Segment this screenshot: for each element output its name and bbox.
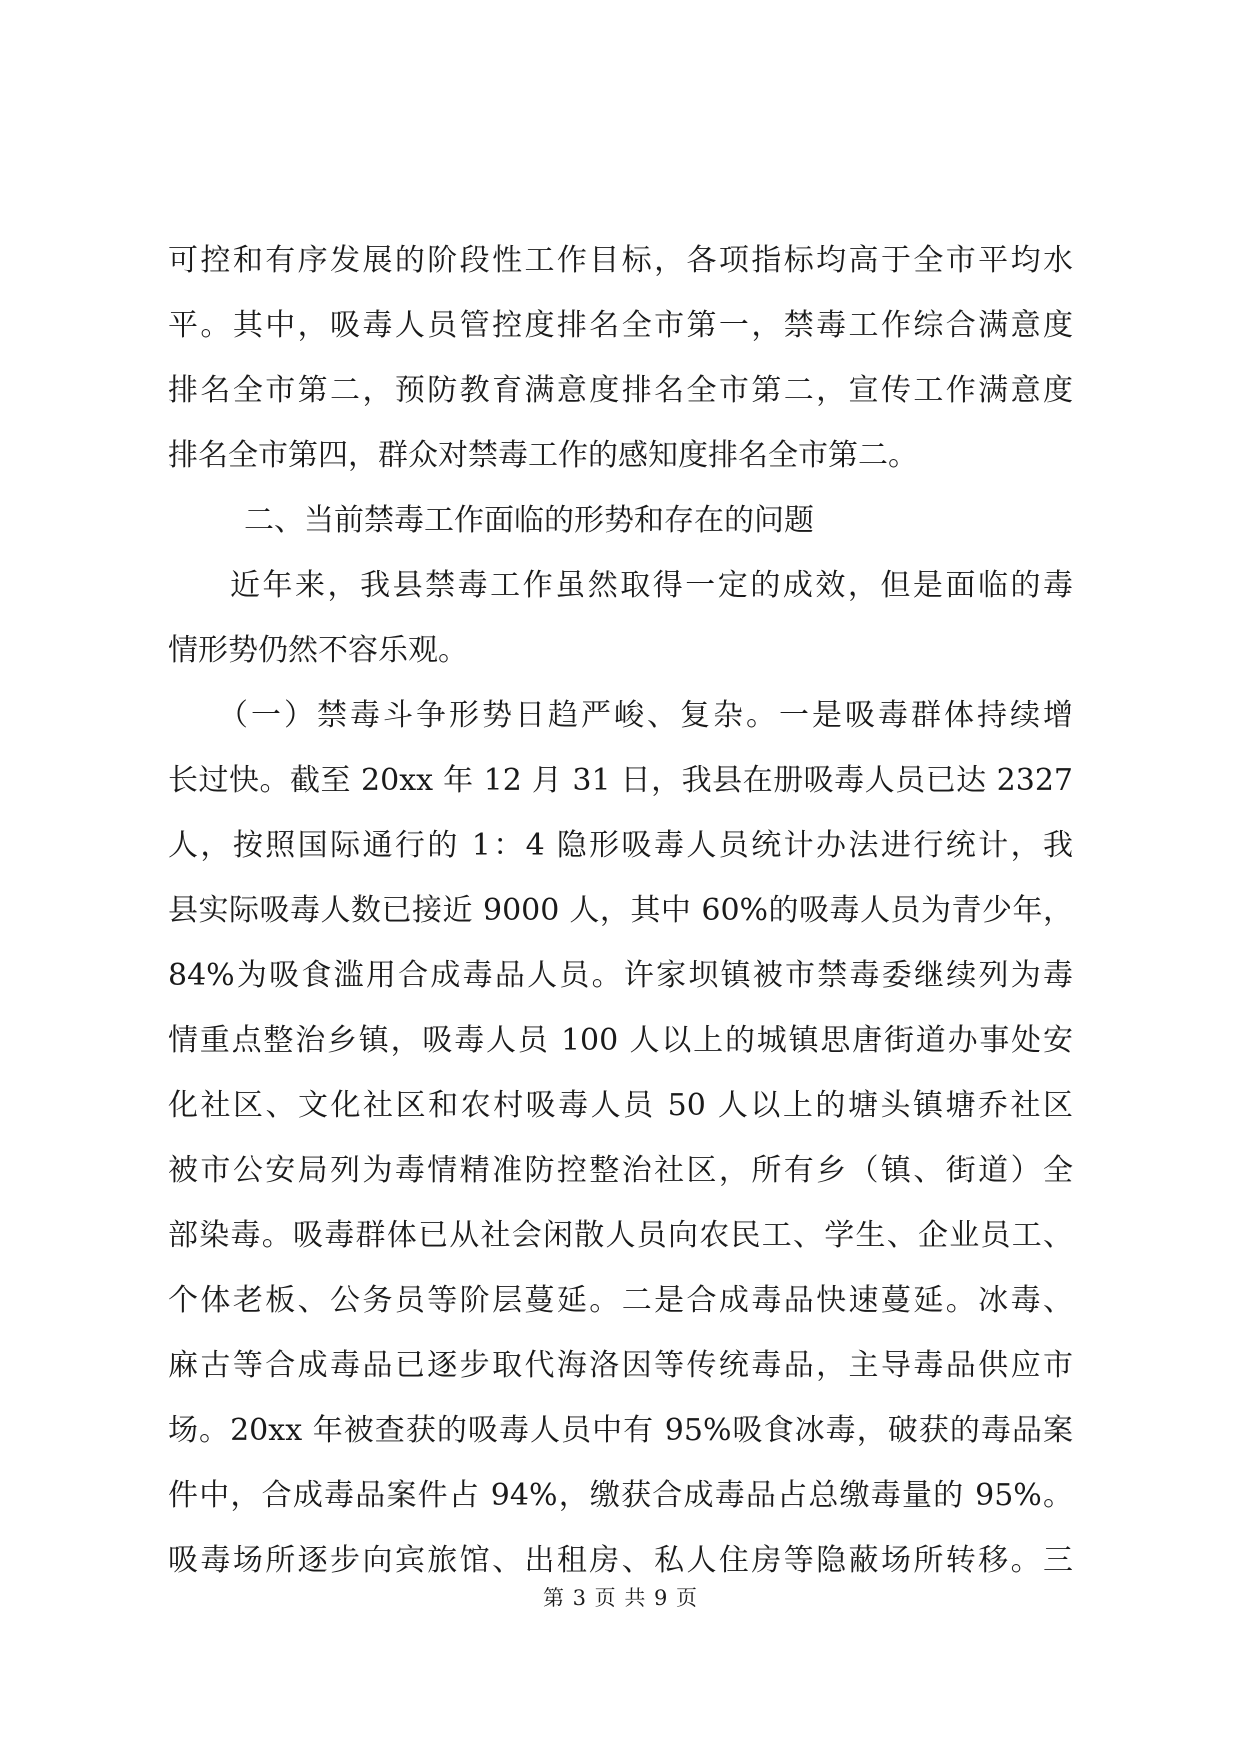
text-line: 长过快。截至 20xx 年 12 月 31 日，我县在册吸毒人员已达 2327 <box>168 763 1073 798</box>
document-body <box>168 228 1073 1593</box>
subsection-line: （一）禁毒斗争形势日趋严峻、复杂。一是吸毒群体持续增 <box>218 698 1073 733</box>
text-line: 个体老板、公务员等阶层蔓延。二是合成毒品快速蔓延。冰毒、 <box>168 1283 1073 1318</box>
text-line: 化社区、文化社区和农村吸毒人员 50 人以上的塘头镇塘乔社区 <box>168 1088 1073 1123</box>
text-line: 县实际吸毒人数已接近 9000 人，其中 60%的吸毒人员为青少年， <box>168 893 1073 928</box>
text-line: 部染毒。吸毒群体已从社会闲散人员向农民工、学生、企业员工、 <box>168 1218 1073 1253</box>
text-line: 场。20xx 年被查获的吸毒人员中有 95%吸食冰毒，破获的毒品案 <box>168 1413 1073 1448</box>
text-line: 排名全市第四，群众对禁毒工作的感知度排名全市第二。 <box>168 438 918 473</box>
text-line: 人，按照国际通行的 1：4 隐形吸毒人员统计办法进行统计，我 <box>168 828 1073 863</box>
page-number-footer: 第 3 页 共 9 页 <box>542 1586 699 1610</box>
text-line: 情重点整治乡镇，吸毒人员 100 人以上的城镇思唐街道办事处安 <box>168 1023 1073 1058</box>
text-line: 平。其中，吸毒人员管控度排名全市第一，禁毒工作综合满意度 <box>168 308 1073 343</box>
text-line: 吸毒场所逐步向宾旅馆、出租房、私人住房等隐蔽场所转移。三 <box>168 1543 1073 1578</box>
text-line: 84%为吸食滥用合成毒品人员。许家坝镇被市禁毒委继续列为毒 <box>168 958 1073 993</box>
text-line: 麻古等合成毒品已逐步取代海洛因等传统毒品，主导毒品供应市 <box>168 1348 1073 1383</box>
text-line: 近年来，我县禁毒工作虽然取得一定的成效，但是面临的毒 <box>230 568 1073 603</box>
text-line: 被市公安局列为毒情精准防控整治社区，所有乡（镇、街道）全 <box>168 1153 1073 1188</box>
text-line: 件中，合成毒品案件占 94%，缴获合成毒品占总缴毒量的 95%。 <box>168 1478 1073 1513</box>
text-line: 排名全市第二，预防教育满意度排名全市第二，宣传工作满意度 <box>168 373 1073 408</box>
text-line: 可控和有序发展的阶段性工作目标，各项指标均高于全市平均水 <box>168 243 1073 278</box>
text-line: 情形势仍然不容乐观。 <box>168 633 468 668</box>
section-heading: 二、当前禁毒工作面临的形势和存在的问题 <box>244 503 814 538</box>
